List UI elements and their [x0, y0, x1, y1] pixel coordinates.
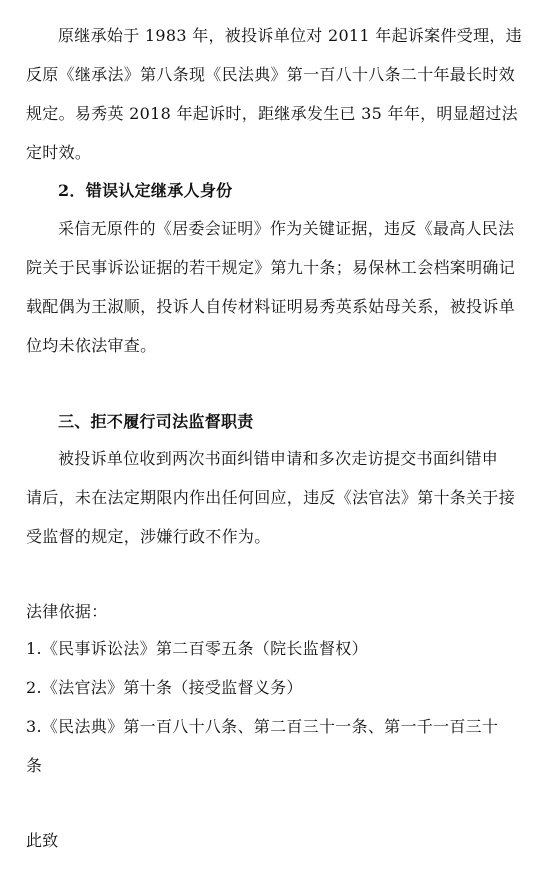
legal-basis-title: 法律依据： — [26, 602, 108, 621]
para1-line-1: 原继承始于 1983 年，被投诉单位对 2011 年起诉案件受理，违 — [58, 26, 522, 45]
legal-basis-item-1: 1.《民事诉讼法》第二百零五条（院长监督权） — [26, 639, 368, 658]
legal-basis-item-2: 2.《法官法》第十条（接受监督义务） — [26, 678, 303, 697]
legal-basis-item-3-cont: 条 — [26, 756, 43, 775]
para1-line-4: 定时效。 — [26, 143, 92, 162]
para2-line-4: 位均未依法审查。 — [26, 336, 157, 355]
para1-line-2: 反原《继承法》第八条现《民法典》第一百八十八条二十年最长时效 — [26, 65, 516, 84]
para3-line-2: 请后，未在法定期限内作出任何回应，违反《法官法》第十条关于接 — [26, 488, 516, 507]
para2-line-2: 院关于民事诉讼证据的若干规定》第九十条；易保林工会档案明确记 — [26, 258, 516, 277]
legal-basis-item-3: 3.《民法典》第一百八十八条、第二百三十一条、第一千一百三十 — [26, 717, 499, 736]
closing-salutation: 此致 — [26, 831, 59, 850]
section-heading-3: 三、拒不履行司法监督职责 — [58, 412, 254, 431]
para3-line-3: 受监督的规定，涉嫌行政不作为。 — [26, 527, 271, 546]
para2-line-3: 载配偶为王淑顺，投诉人自传材料证明易秀英系姑母关系，被投诉单 — [26, 297, 516, 316]
para3-line-1: 被投诉单位收到两次书面纠错申请和多次走访提交书面纠错申 — [58, 449, 499, 468]
section-heading-2: 2．错误认定继承人身份 — [58, 181, 233, 200]
para2-line-1: 采信无原件的《居委会证明》作为关键证据，违反《最高人民法 — [58, 219, 515, 238]
para1-line-3: 规定。易秀英 2018 年起诉时，距继承发生已 35 年年，明显超过法 — [26, 104, 518, 123]
